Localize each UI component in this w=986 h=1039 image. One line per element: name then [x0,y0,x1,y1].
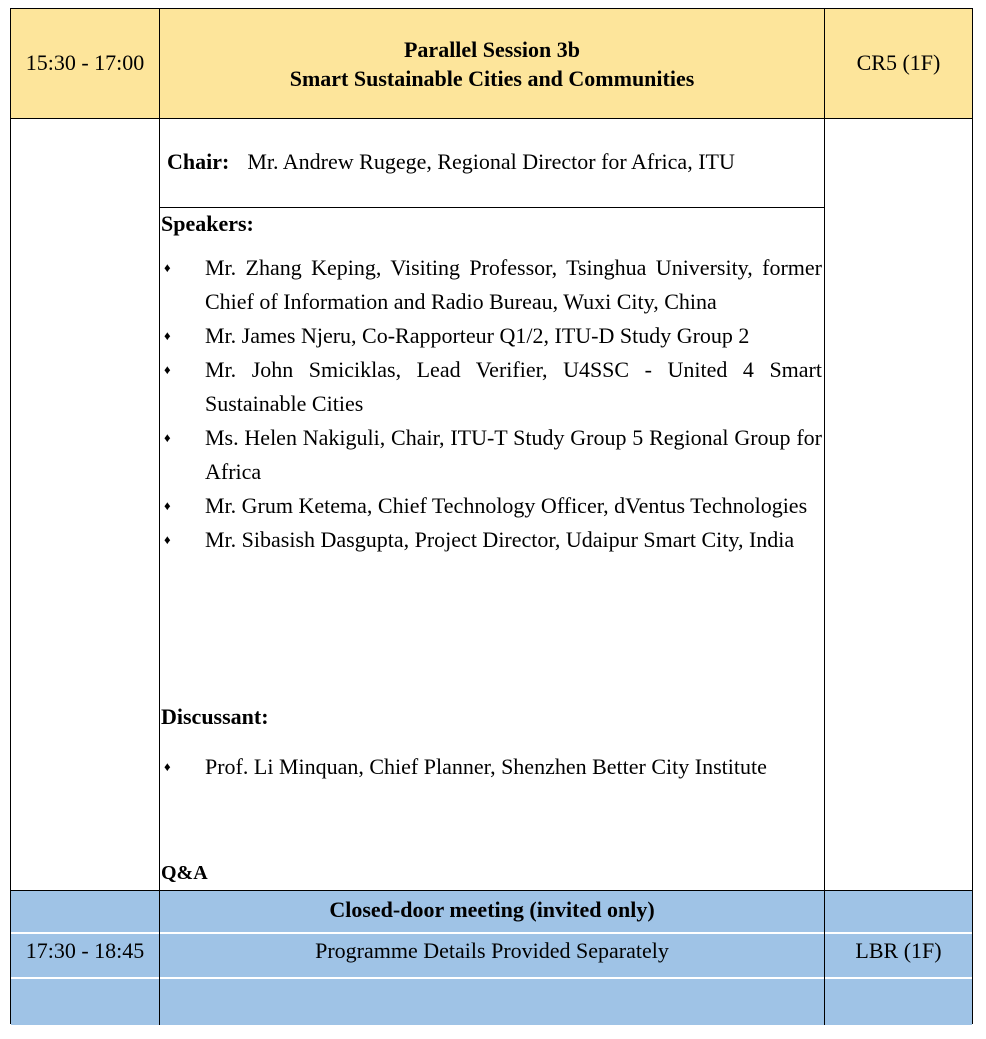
speaker-item [160,523,824,557]
chair-text: Mr. Andrew Rugege, Regional Director for Africa, ITU [247,149,735,174]
speaker-text: Mr. John Smiciklas, Lead Verifier, U4SSC - United 4 Smart Sustainable Cities [205,357,822,416]
empty-room-cell [825,119,972,890]
diamond-bullet-icon: ♦ [164,498,171,513]
session-title-line1: Parallel Session 3b [403,37,580,62]
speaker-item [160,421,824,489]
session-header-row [11,9,972,119]
qa-label: Q&A [161,862,208,884]
chair-label: Chair: [167,149,230,174]
closed-time: 17:30 - 18:45 [25,938,145,963]
discussant-item [160,750,824,784]
discussant-list [160,750,824,784]
speaker-text: Mr. Grum Ketema, Chief Technology Officer, dVentus Technologies [205,493,808,518]
diamond-bullet-icon: ♦ [164,260,171,275]
session-title-cell [160,9,825,118]
diamond-bullet-icon: ♦ [164,532,171,547]
discussant-text: Prof. Li Minquan, Chief Planner, Shenzhen Better City Institute [205,754,767,779]
closed-time-cell [11,891,160,1025]
closed-meeting-row [11,891,972,1025]
empty-time-cell [11,119,160,890]
session-title-line2: Smart Sustainable Cities and Communities [289,66,695,91]
session-body-row [11,119,972,891]
diamond-bullet-icon: ♦ [164,362,171,377]
programme-table [10,8,973,1024]
closed-room: LBR (1F) [855,938,942,963]
speaker-item [160,489,824,523]
speaker-item [160,319,824,353]
session-details-cell [160,119,825,890]
closed-room-cell [825,891,972,1025]
discussant-label: Discussant: [161,704,269,729]
session-room-cell [825,9,972,118]
diamond-bullet-icon: ♦ [164,430,171,445]
chair-line [167,149,735,175]
speaker-text: Mr. Sibasish Dasgupta, Project Director, Udaipur Smart City, India [205,527,795,552]
session-room: CR5 (1F) [856,50,941,75]
speaker-text: Mr. James Njeru, Co-Rapporteur Q1/2, ITU-D Study Group 2 [205,323,750,348]
session-time-cell [11,9,160,118]
speakers-list [160,251,824,557]
closed-subtitle: Programme Details Provided Separately [315,938,669,963]
speakers-label: Speakers: [161,211,254,236]
closed-title: Closed-door meeting (invited only) [329,897,655,922]
speaker-item [160,251,824,319]
session-title [160,35,824,93]
speaker-text: Ms. Helen Nakiguli, Chair, ITU-T Study Group 5 Regional Group for Africa [205,425,822,484]
diamond-bullet-icon: ♦ [164,759,171,774]
session-time: 15:30 - 17:00 [25,50,145,75]
closed-title-cell [160,891,825,1025]
speaker-item [160,353,824,421]
diamond-bullet-icon: ♦ [164,328,171,343]
speaker-text: Mr. Zhang Keping, Visiting Professor, Tsinghua University, former Chief of Information and Radio Bureau, Wuxi City, China [205,255,822,314]
chair-section [160,119,824,208]
